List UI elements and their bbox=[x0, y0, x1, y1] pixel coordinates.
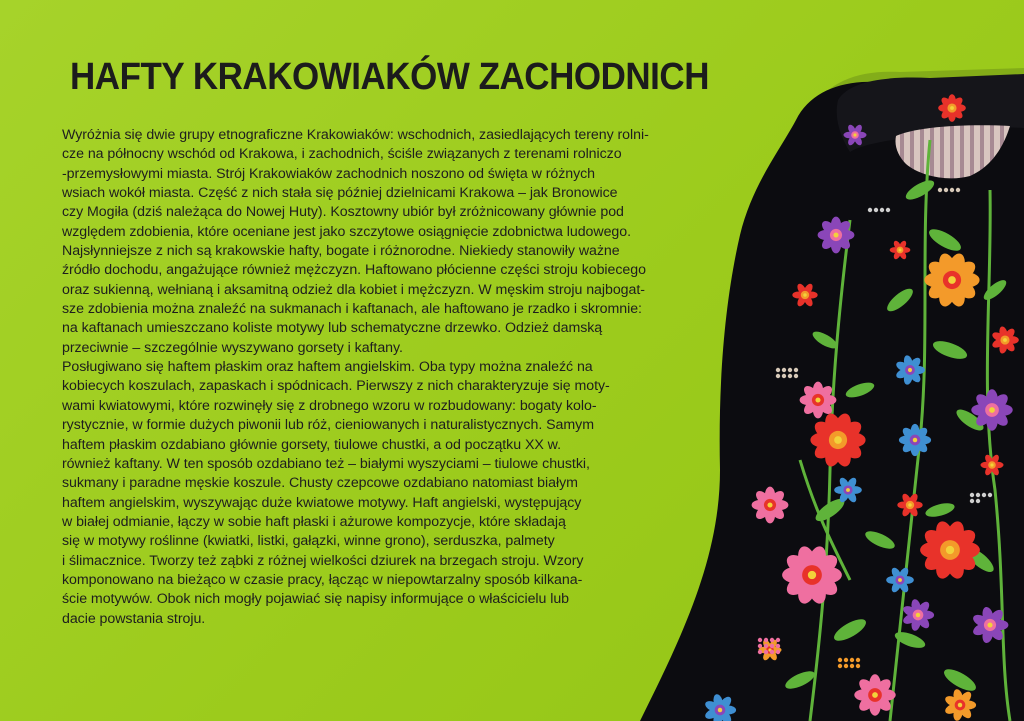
sequin bbox=[886, 208, 890, 212]
sequin bbox=[782, 374, 786, 378]
text-line: ście motywów. Obok nich mogły pojawiać się napisy informujące o właścicielu lub bbox=[62, 591, 570, 608]
text-line: Wyróżnia się dwie grupy etnograficzne Krakowiaków: wschodnich, zasiedlających tereny rolni- bbox=[62, 127, 649, 143]
sequin bbox=[838, 658, 842, 662]
sequin bbox=[776, 374, 780, 378]
sequin bbox=[856, 664, 860, 668]
sequin bbox=[976, 499, 980, 503]
sequin bbox=[770, 644, 774, 648]
sequin bbox=[794, 374, 798, 378]
text-line: sukmany i paradne męskie koszule. Chusty czepcowe ozdabiano natomiast białym bbox=[62, 475, 578, 492]
sequin bbox=[776, 650, 780, 654]
sequin bbox=[844, 664, 848, 668]
sequin bbox=[868, 208, 872, 212]
sequin bbox=[776, 638, 780, 642]
text-line: się w motywy roślinne (kwiatki, listki, gałązki, winne grono), serduszka, palmety bbox=[62, 533, 555, 550]
sequin bbox=[788, 374, 792, 378]
text-line: cze na północny wschód od Krakowa, i zachodnich, ściśle związanych z terenami rolniczo bbox=[62, 146, 622, 163]
embroidered-vest-image bbox=[600, 40, 1024, 721]
sequin bbox=[782, 368, 786, 372]
text-line: czy Mogiła (dziś należąca do Nowej Huty). Kosztowny ubiór był zróżnicowany głównie pod bbox=[62, 204, 624, 221]
text-line: przeciwnie – szczególnie wyszywano gorsety i kaftany. bbox=[62, 339, 403, 356]
sequin bbox=[880, 208, 884, 212]
sequin bbox=[950, 188, 954, 192]
sequin bbox=[844, 658, 848, 662]
sequin bbox=[764, 638, 768, 642]
text-line: rystycznie, w formie dużych piwonii lub róż, cieniowanych i naturalistycznych. Samym bbox=[62, 417, 594, 434]
sequin bbox=[758, 644, 762, 648]
sequin bbox=[770, 638, 774, 642]
page-title: HAFTY KRAKOWIAKÓW ZACHODNICH bbox=[70, 56, 710, 98]
text-line: Najsłynniejsze z nich są krakowskie hafty, bogate i różnorodne. Niekiedy stanowiły ważne bbox=[62, 243, 620, 260]
sequin bbox=[874, 208, 878, 212]
text-line: źródło dochodu, angażujące również mężczyzn. Haftowano płócienne części stroju kobiecego bbox=[62, 262, 646, 279]
sequin bbox=[850, 664, 854, 668]
sequin bbox=[976, 493, 980, 497]
text-line: na kaftanach umieszczano koliste motywy lub schematyczne drzewko. Odzież damską bbox=[62, 320, 603, 337]
flower bbox=[899, 424, 931, 456]
text-line: i ślimacznice. Tworzy też ząbki z różnej wielkości dziurek na brzegach stroju. Wzory bbox=[62, 552, 584, 569]
sequin bbox=[850, 658, 854, 662]
sequin bbox=[758, 650, 762, 654]
text-line: haftem płaskim ozdabiano głównie gorsety, tiulowe chustki, a od początku XX w. bbox=[62, 436, 561, 453]
sequin bbox=[856, 658, 860, 662]
text-line: w białej odmianie, łączy w sobie haft płaski i ażurowe kompozycje, które składają bbox=[62, 513, 566, 530]
text-line: Posługiwano się haftem płaskim oraz haftem angielskim. Oba typy można znaleźć na bbox=[62, 359, 593, 376]
sequin bbox=[794, 368, 798, 372]
sequin bbox=[988, 493, 992, 497]
sequin bbox=[776, 368, 780, 372]
text-line: oraz sukienną, wełnianą i aksamitną odzież dla kobiet i mężczyzn. W męskim stroju najbogat- bbox=[62, 281, 645, 298]
text-line: haftem angielskim, wyszywając duże kwiatowe motywy. Haft angielski, występujący bbox=[62, 494, 582, 511]
text-line: dacie powstania stroju. bbox=[62, 610, 206, 627]
sequin bbox=[970, 499, 974, 503]
sequin bbox=[758, 638, 762, 642]
text-line: względem zdobienia, które oceniane jest jako szczytowe osiągnięcie zdobnictwa ludowego. bbox=[62, 223, 631, 240]
text-line: również kaftany. W ten sposób ozdabiano też – białymi wyszyciami – tiulowe chustki, bbox=[62, 455, 590, 472]
text-line: wami kwiatowymi, które rozwinęły się z drobnego wzoru w rozbudowany: bogaty kolo- bbox=[62, 397, 597, 414]
sequin bbox=[970, 493, 974, 497]
sequin bbox=[788, 368, 792, 372]
flower bbox=[752, 487, 789, 524]
sequin bbox=[982, 493, 986, 497]
flower bbox=[938, 94, 966, 122]
text-line: komponowano na bieżąco w czasie pracy, łącząc w niepowtarzalny sposób kilkana- bbox=[62, 571, 583, 588]
sequin bbox=[938, 188, 942, 192]
flower bbox=[818, 217, 855, 254]
sequin bbox=[838, 664, 842, 668]
flower bbox=[854, 674, 895, 715]
text-line: kobiecych koszulach, zapaskach i spódnicach. Pierwszy z nich charakteryzuje się moty- bbox=[62, 378, 610, 395]
sequin bbox=[956, 188, 960, 192]
flower bbox=[971, 389, 1012, 430]
sequin bbox=[776, 644, 780, 648]
text-line: -przemysłowymi miasta. Strój Krakowiaków zachodnich noszono od święta w różnych bbox=[62, 165, 596, 182]
sequin bbox=[764, 650, 768, 654]
sequin bbox=[944, 188, 948, 192]
text-line: wsiach wokół miasta. Część z nich stała się później dzielnicami Krakowa – jak Bronowice bbox=[62, 185, 618, 202]
text-line: sze zdobienia można znaleźć na sukmanach i kaftanach, ale haftowano je rzadko i skromnie: bbox=[62, 301, 642, 318]
flower bbox=[800, 382, 837, 419]
sequin bbox=[770, 650, 774, 654]
sequin bbox=[764, 644, 768, 648]
